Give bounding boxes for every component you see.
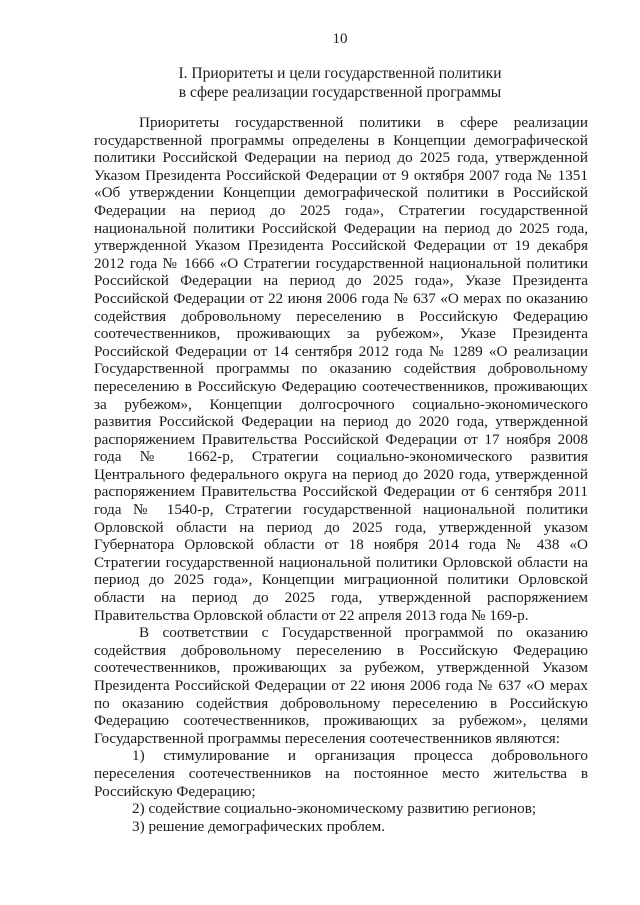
page-number: 10 — [332, 31, 348, 47]
section-heading-line-2: в сфере реализации государственной программы — [178, 84, 502, 101]
goal-item-1: 1) стимулирование и организация процесса добровольного переселения соотечественников на постоянное место жительства в Российскую Федерацию; — [94, 747, 588, 800]
document-body — [94, 114, 588, 835]
section-heading — [90, 64, 590, 102]
goal-item-2: 2) содействие социально-экономическому развитию регионов; — [132, 800, 537, 818]
paragraph-priorities: Приоритеты государственной политики в сфере реализации государственной программы определены в Концепции демографической политики Российской Федерации на период до 2025 года, утвержденной Указом Президента Российской Федерации от 9 октября 2007 года № 1351 «Об утверждении Концепции демографической политики в Российской Федерации на период до 2025 года», Стратегии государственной национальной политики Российской Федерации на период до 2025 года, утвержденной Указом Президента Российской Федерации от 19 декабря 2012 года № 1666 «О Стратегии государственной национальной политики Российской Федерации на период до 2025 года», Указе Президента Российской Федерации от 22 июня 2006 года № 637 «О мерах по оказанию содействия добровольному переселению в Российскую Федерацию соотечественников, проживающих за рубежом», Указе Президента Российской Федерации от 14 сентября 2012 года № 1289 «О реализации Государственной программы по оказанию содействия добровольному переселению в Российскую Федерацию соотечественников, проживающих за рубежом», Концепции долгосрочного социально-экономического развития Российской Федерации на период до 2020 года, утвержденной распоряжением Правительства Российской Федерации от 17 ноября 2008 года № 1662-р, Стратегии социально-экономического развития Центрального федерального округа на период до 2020 года, утвержденной распоряжением Правительства Российской Федерации от 6 сентября 2011 года № 1540-р, Стратегии государственной национальной политики Орловской области на период до 2025 года, утвержденной указом Губернатора Орловской области от 18 ноября 2014 года № 438 «О Стратегии государственной национальной политики Орловской области на период до 2025 года», Концепции миграционной политики Орловской области на период до 2025 года, утвержденной распоряжением Правительства Орловской области от 22 апреля 2013 года № 169-р. — [94, 114, 588, 624]
paragraph-goals-intro: В соответствии с Государственной программой по оказанию содействия добровольному переселению в Российскую Федерацию соотечественников, проживающих за рубежом, утвержденной Указом Президента Российской Федерации от 22 июня 2006 года № 637 «О мерах по оказанию содействия добровольному переселению в Российскую Федерацию соотечественников, проживающих за рубежом», целями Государственной программы переселения соотечественников являются: — [94, 624, 588, 747]
goal-item-3: 3) решение демографических проблем. — [132, 817, 386, 835]
section-heading-line-1: I. Приоритеты и цели государственной политики — [178, 65, 502, 82]
